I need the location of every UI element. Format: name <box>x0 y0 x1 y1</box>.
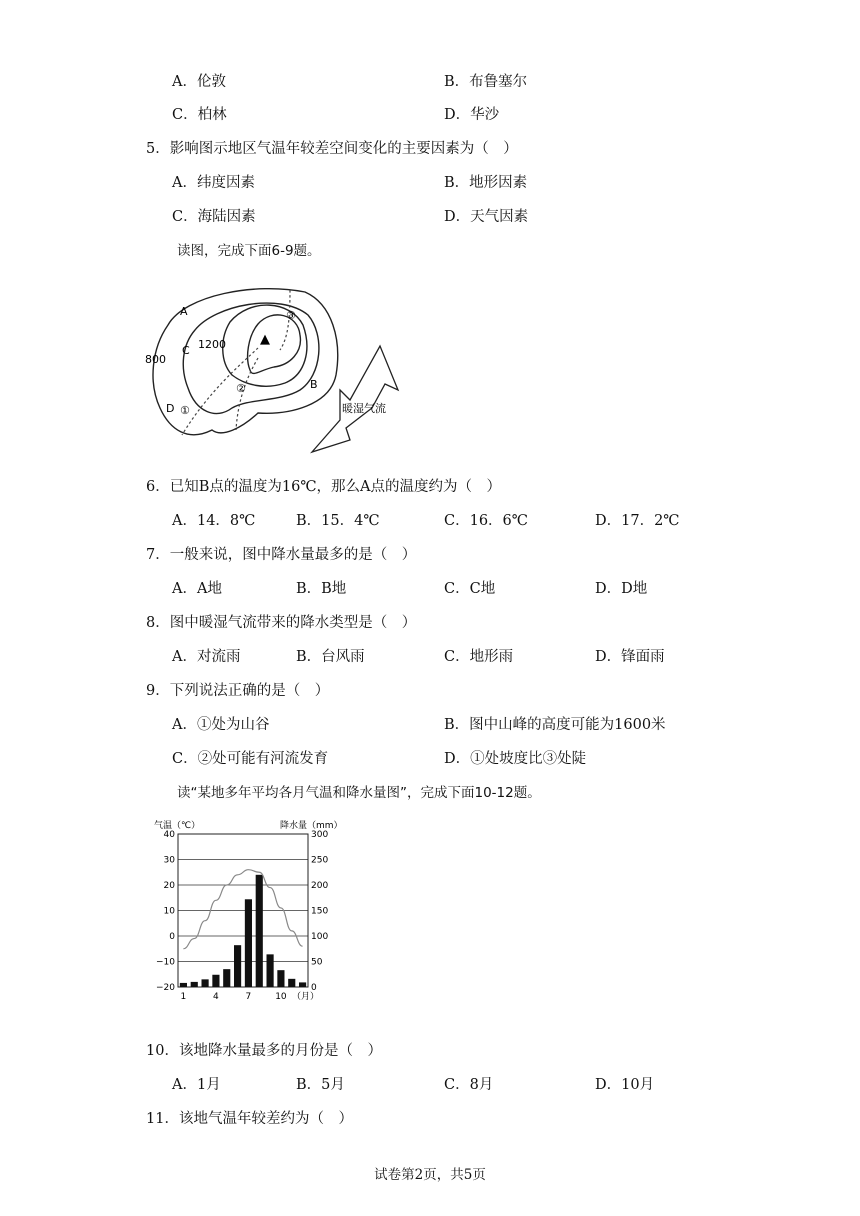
q10-option-d: D．10月 <box>595 1077 655 1093</box>
q4-option-c: C．柏林 <box>172 107 227 123</box>
q5-option-a: A．纬度因素 <box>172 175 255 191</box>
precipitation-tick-label: 300 <box>311 830 329 840</box>
intro-10-12: 读“某地多年平均各月气温和降水量图”，完成下面10-12题。 <box>177 785 541 801</box>
q11-stem: 11．该地气温年较差约为（ ） <box>146 1111 353 1127</box>
temperature-tick-label: −10 <box>156 957 175 968</box>
point-a-label: A <box>180 305 188 318</box>
temperature-tick-label: 40 <box>163 830 175 840</box>
month-unit-label: （月） <box>292 992 320 1002</box>
q10-option-a: A．1月 <box>172 1077 221 1093</box>
contour-line-outer-mid <box>183 303 319 413</box>
point-2-label: ② <box>236 382 246 395</box>
month-tick-label: 1 <box>180 992 187 1002</box>
precipitation-bar <box>245 899 252 987</box>
precipitation-bar <box>234 945 241 987</box>
q9-stem: 9．下列说法正确的是（ ） <box>146 683 330 699</box>
q7-option-a: A．A地 <box>172 581 222 597</box>
precipitation-tick-label: 100 <box>311 932 329 942</box>
q9-option-b: B．图中山峰的高度可能为1600米 <box>444 717 666 733</box>
q7-stem: 7．一般来说，图中降水量最多的是（ ） <box>146 547 417 563</box>
precipitation-bar <box>256 875 263 987</box>
q6-option-d: D．17．2℃ <box>595 513 680 529</box>
temperature-curve <box>183 870 302 949</box>
month-tick-label: 10 <box>275 992 287 1002</box>
point-b-label: B <box>310 378 318 391</box>
q7-option-d: D．D地 <box>595 581 648 597</box>
precipitation-bar <box>267 954 274 987</box>
q9-option-d: D．①处坡度比③处陡 <box>444 751 587 767</box>
precipitation-bar <box>180 983 187 987</box>
q6-stem: 6．已知B点的温度为16℃，那么A点的温度约为（ ） <box>146 479 502 495</box>
contour-map <box>140 280 420 460</box>
q9-option-c: C．②处可能有河流发育 <box>172 751 329 767</box>
peak-icon: ▲ <box>260 332 270 347</box>
q4-option-b: B．布鲁塞尔 <box>444 74 528 90</box>
point-d-label: D <box>166 402 175 415</box>
point-c-label: C <box>182 344 190 357</box>
page-footer: 试卷第2页，共5页 <box>374 1167 486 1183</box>
precipitation-tick-label: 200 <box>311 881 329 891</box>
precipitation-bar <box>223 969 230 987</box>
precipitation-bar <box>202 979 209 987</box>
q8-stem: 8．图中暖湿气流带来的降水类型是（ ） <box>146 615 417 631</box>
contour-line-1200 <box>248 315 301 374</box>
q5-option-c: C．海陆因素 <box>172 209 256 225</box>
precipitation-ticks <box>311 830 328 993</box>
q8-option-a: A．对流雨 <box>172 649 241 665</box>
airflow-label: 暖湿气流 <box>342 402 386 415</box>
month-ticks <box>181 992 287 1002</box>
q4-option-a: A．伦敦 <box>172 74 226 90</box>
q5-option-d: D．天气因素 <box>444 209 529 225</box>
precipitation-bar <box>299 982 306 987</box>
q7-option-b: B．B地 <box>296 581 347 597</box>
climate-chart <box>148 812 360 1004</box>
temperature-tick-label: 30 <box>163 855 175 866</box>
q4-option-d: D．华沙 <box>444 107 500 123</box>
point-1-label: ① <box>180 404 190 417</box>
precipitation-tick-label: 250 <box>311 855 329 866</box>
q10-stem: 10．该地降水量最多的月份是（ ） <box>146 1043 382 1059</box>
q10-option-c: C．8月 <box>444 1077 494 1093</box>
temperature-tick-label: −20 <box>156 983 175 993</box>
q6-option-b: B．15．4℃ <box>296 513 380 529</box>
precipitation-tick-label: 0 <box>311 983 317 993</box>
precipitation-bar <box>212 975 219 987</box>
point-3-label: ③ <box>286 309 296 322</box>
q8-option-c: C．地形雨 <box>444 649 514 665</box>
q5-stem: 5．影响图示地区气温年较差空间变化的主要因素为（ ） <box>146 141 518 157</box>
month-tick-label: 4 <box>213 992 219 1002</box>
q7-option-c: C．C地 <box>444 581 496 597</box>
temperature-tick-label: 10 <box>163 906 175 917</box>
precipitation-axis-label: 降水量（mm） <box>280 821 343 831</box>
month-tick-label: 7 <box>245 992 252 1002</box>
precipitation-tick-label: 50 <box>311 957 323 968</box>
grid-lines <box>178 860 308 962</box>
temperature-ticks <box>156 830 175 993</box>
temperature-tick-label: 20 <box>163 881 175 891</box>
temperature-axis-label: 气温（℃） <box>154 821 201 831</box>
contour-800-label: 800 <box>145 353 166 366</box>
q5-option-b: B．地形因素 <box>444 175 528 191</box>
q9-option-a: A．①处为山谷 <box>172 717 270 733</box>
precipitation-tick-label: 150 <box>311 906 329 917</box>
contour-1200-label: 1200 <box>198 338 226 351</box>
precipitation-bar <box>191 982 198 987</box>
temperature-tick-label: 0 <box>169 932 175 942</box>
q10-option-b: B．5月 <box>296 1077 345 1093</box>
warm-moist-airflow-arrow <box>312 346 398 452</box>
precipitation-bar <box>288 979 295 987</box>
q6-option-c: C．16．6℃ <box>444 513 528 529</box>
q8-option-b: B．台风雨 <box>296 649 365 665</box>
intro-6-9: 读图，完成下面6-9题。 <box>177 243 321 259</box>
precipitation-bar <box>277 970 284 987</box>
q6-option-a: A．14．8℃ <box>172 513 256 529</box>
q8-option-d: D．锋面雨 <box>595 649 665 665</box>
